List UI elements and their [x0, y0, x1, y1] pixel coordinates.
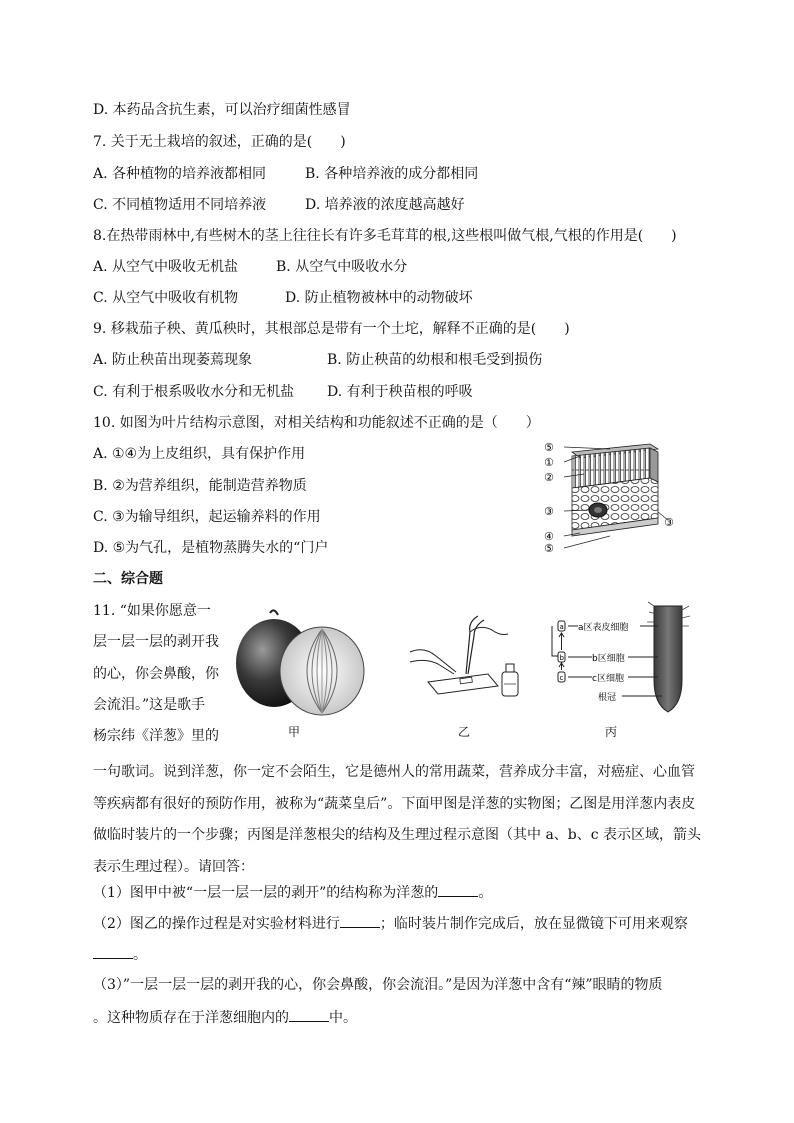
q11-sub3-text: 。这种物质存在于洋葱细胞内的 — [93, 1010, 289, 1026]
leaf-label-3-right: ③ — [664, 516, 674, 529]
q9-stem: 9. 移栽茄子秧、黄瓜秧时，其根部总是带有一个土坨，解释不正确的是( ) — [93, 321, 570, 337]
q11-sub2-text: （2）图乙的操作过程是对实验材料进行 — [93, 916, 340, 932]
leaf-label-stoma-top: ⑤ — [544, 441, 554, 454]
q6-option-d: D. 本药品含抗生素，可以治疗细菌性感冒 — [93, 102, 351, 118]
q7-option-c: C. 不同植物适用不同培养液 — [93, 197, 267, 213]
root-label-cap: 根冠 — [598, 693, 617, 703]
root-label-c: c区细胞 — [592, 674, 624, 684]
q11-body: 一句歌词。说到洋葱，你一定不会陌生，它是德州人的常用蔬菜，营养成分丰富，对癌症、心血管等疾病都有很好的预防作用，被称为“蔬菜皇后”。下面甲图是洋葱的实物图；乙图是用洋葱内表皮做临时装片的一个步骤；丙图是洋葱根尖的结构及生理过程示意图（其中 a、b、c 表示区域，箭头表示生理过程）。请回答： — [93, 764, 702, 875]
figure-yi-slide-prep — [408, 612, 528, 707]
q11-sub3-end: 中。 — [329, 1010, 357, 1026]
q11-sub2-answer-blank-2[interactable] — [93, 944, 133, 959]
q7-option-a: A. 各种植物的培养液都相同 — [93, 166, 267, 182]
q8-option-d: D. 防止植物被林中的动物破坏 — [285, 290, 473, 306]
q11-sub2-cont — [93, 944, 147, 965]
root-cell-b: b — [559, 654, 564, 662]
q8-stem: 8.在热带雨林中,有些树木的茎上往往长有许多毛茸茸的根,这些根叫做气根,气根的作用是( ) — [93, 228, 677, 244]
q11-sub2 — [93, 913, 688, 934]
q11-sub3-answer-blank[interactable] — [289, 1007, 329, 1022]
root-cell-c: c — [559, 674, 564, 682]
leaf-label-2: ② — [544, 471, 554, 484]
q11-stem-line-2: 层一层一层的剥开我 — [93, 634, 219, 650]
q10-option-c: C. ③为输导组织，起运输养料的作用 — [93, 509, 321, 525]
q9-option-a: A. 防止秧苗出现萎蔫现象 — [93, 352, 253, 368]
q10-option-b: B. ②为营养组织，能制造营养物质 — [93, 478, 307, 494]
q11-stem-line-5: 杨宗纬《洋葱》里的 — [93, 728, 219, 744]
q9-option-d: D. 有利于秧苗根的呼吸 — [327, 384, 473, 400]
figure-bing-root-tip — [548, 600, 708, 725]
q10-option-a: A. ①④为上皮组织，具有保护作用 — [93, 446, 306, 462]
q9-option-b: B. 防止秧苗的幼根和根毛受到损伤 — [327, 352, 543, 368]
q7-option-d: D. 培养液的浓度越高越好 — [305, 197, 465, 213]
figure-yi-caption: 乙 — [458, 725, 471, 739]
q11-stem-line-1: 11. “如果你愿意一 — [93, 603, 211, 619]
q11-sub2-end: 。 — [133, 947, 147, 963]
q8-option-a: A. 从空气中吸收无机盐 — [93, 259, 239, 275]
leaf-structure-diagram — [540, 440, 680, 555]
q11-sub3-line-1: （3）”一层一层一层的剥开我的心，你会鼻酸，你会流泪。”是因为洋葱中含有“辣”眼睛的物质 — [93, 977, 663, 993]
q10-option-d: D. ⑤为气孔，是植物蒸腾失水的“门户 — [93, 540, 329, 556]
q11-sub2-answer-blank-1[interactable] — [340, 913, 380, 928]
leaf-label-3: ③ — [544, 505, 554, 518]
q11-sub1 — [93, 882, 492, 903]
q11-sub1-end: 。 — [478, 885, 493, 901]
root-label-a: a区表皮细胞 — [578, 623, 629, 633]
q7-option-b: B. 各种培养液的成分都相同 — [305, 166, 479, 182]
q7-stem: 7. 关于无土栽培的叙述，正确的是( ) — [93, 134, 346, 150]
leaf-label-1: ① — [544, 456, 554, 469]
q11-sub1-answer-blank[interactable] — [438, 882, 478, 897]
q8-option-c: C. 从空气中吸收有机物 — [93, 290, 239, 306]
root-cell-a: a — [559, 623, 564, 631]
q10-stem: 10. 如图为叶片结构示意图，对相关结构和功能叙述不正确的是（ ） — [93, 415, 540, 431]
section-2-title: 二、综合题 — [93, 571, 163, 587]
root-label-b: b区细胞 — [592, 654, 625, 664]
q8-option-b: B. 从空气中吸收水分 — [276, 259, 408, 275]
leaf-label-5: ⑤ — [544, 542, 554, 555]
q11-stem-line-3: 的心，你会鼻酸，你 — [93, 666, 219, 682]
figure-jia-caption: 甲 — [288, 725, 301, 739]
q9-option-c: C. 有利于根系吸收水分和无机盐 — [93, 384, 295, 400]
q11-stem-line-4: 会流泪。”这是歌手 — [93, 697, 206, 713]
figure-bing-caption: 丙 — [605, 725, 618, 739]
q11-sub3-line-2 — [93, 1007, 357, 1028]
q11-sub2-mid: ；临时装片制作完成后，放在显微镜下可用来观察 — [379, 916, 688, 932]
leaf-label-4: ④ — [544, 530, 554, 543]
figure-jia-onion — [230, 605, 375, 730]
q11-sub1-text: （1）图甲中被“一层一层一层的剥开”的结构称为洋葱的 — [93, 885, 439, 901]
